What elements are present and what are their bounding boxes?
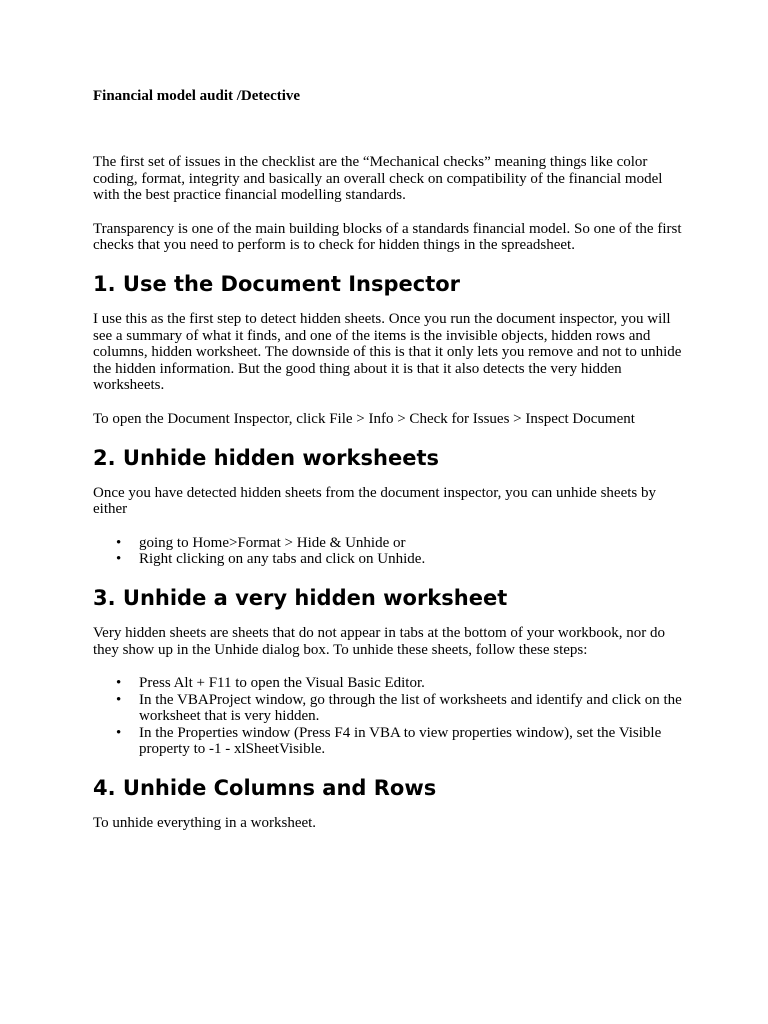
section-paragraph: To unhide everything in a worksheet.	[93, 815, 317, 832]
bullet-icon: •	[116, 675, 122, 692]
list-item	[93, 692, 685, 725]
intro-paragraph: The first set of issues in the checklist are the “Mechanical checks” meaning things like color coding, format, integrity and basically an overall check on compatibility of the financial model with the best practice financial modelling standards.	[93, 154, 663, 204]
section-heading-unhide-hidden-worksheets: 2. Unhide hidden worksheets	[93, 445, 439, 470]
list-item	[93, 535, 685, 552]
list-item	[93, 725, 685, 758]
bullet-icon: •	[116, 534, 122, 551]
section-paragraph: Once you have detected hidden sheets from the document inspector, you can unhide sheets by either	[93, 484, 656, 518]
section-heading-document-inspector: 1. Use the Document Inspector	[93, 271, 461, 296]
bullet-icon: •	[116, 724, 122, 741]
list-item-text: Right clicking on any tabs and click on Unhide.	[139, 551, 426, 568]
section-paragraph: Very hidden sheets are sheets that do not appear in tabs at the bottom of your workbook, nor do they show up in the Unhide dialog box. To unhide these sheets, follow these steps:	[93, 624, 665, 658]
intro-paragraph: Transparency is one of the main building blocks of a standards financial model. So one of the first checks that you need to perform is to check for hidden things in the spreadsheet.	[93, 220, 682, 254]
list-item-text: In the Properties window (Press F4 in VBA to view properties window), set the Visible property to -1 - xlSheetVisible.	[139, 724, 662, 758]
section-heading-unhide-very-hidden-worksheet: 3. Unhide a very hidden worksheet	[93, 585, 508, 610]
bullet-icon: •	[116, 691, 122, 708]
list-item-text: going to Home>Format > Hide & Unhide or	[139, 534, 406, 551]
document-body	[93, 86, 685, 849]
list-item-text: In the VBAProject window, go through the list of worksheets and identify and click on the worksheet that is very hidden.	[139, 691, 682, 725]
list-item-text: Press Alt + F11 to open the Visual Basic Editor.	[139, 675, 425, 692]
list-item	[93, 551, 685, 568]
bullet-list	[93, 675, 685, 758]
section-heading-unhide-columns-rows: 4. Unhide Columns and Rows	[93, 776, 437, 801]
section-paragraph: To open the Document Inspector, click File > Info > Check for Issues > Inspect Document	[93, 410, 635, 427]
section-paragraph: I use this as the first step to detect hidden sheets. Once you run the document inspector, you will see a summary of what it finds, and one of the items is the invisible objects, hidden rows and columns, hidden worksheet. The downside of this is that it only lets you remove and not to unhide the hidden information. But the good thing about it is that it also detects the very hidden worksheets.	[93, 310, 682, 394]
bullet-list	[93, 535, 685, 568]
bullet-icon: •	[116, 551, 122, 568]
document-title: Financial model audit /Detective	[93, 88, 301, 104]
list-item	[93, 675, 685, 692]
